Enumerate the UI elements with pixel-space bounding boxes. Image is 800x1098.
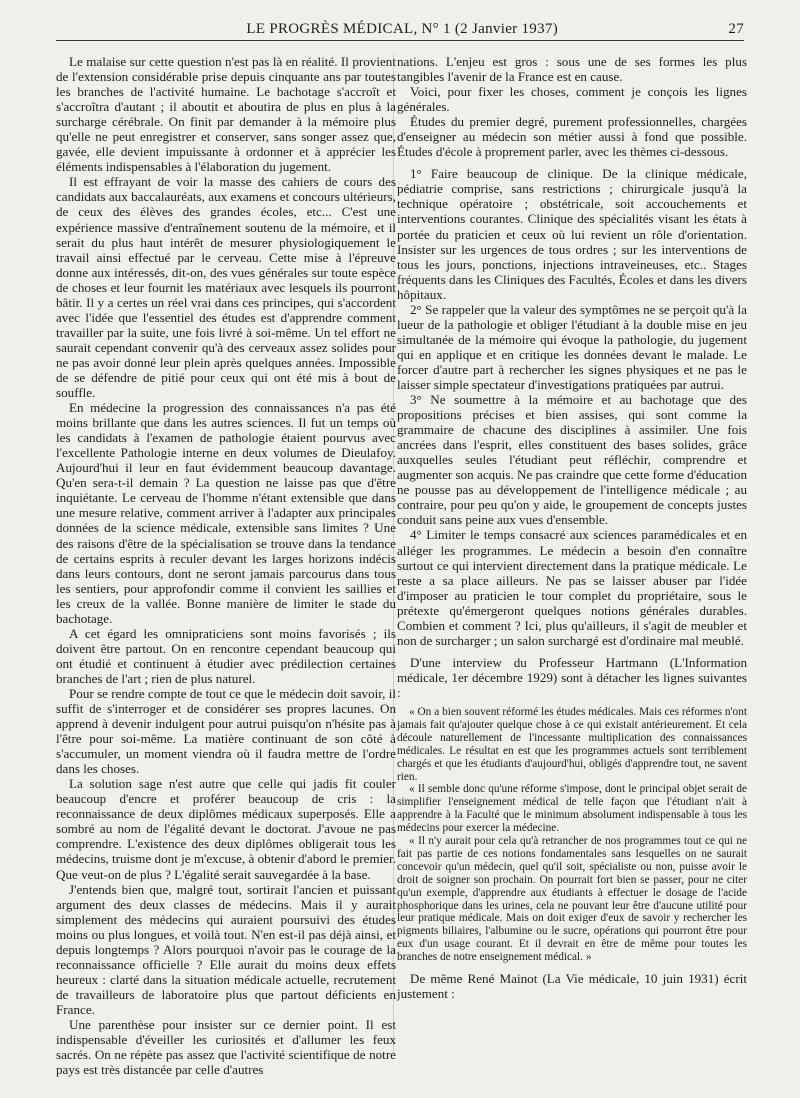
quote-paragraph: « On a bien souvent réformé les études médicales. Mais ces réformes n'ont jamais fait qu'ajouter quelque chose à ce qui existait antérieurement. Et cela découle naturellement de l'incessante multiplication des connaissances médicales. Le résultat en est que les programmes actuels sont terriblement chargés et que les étudiants d'aujourd'hui, obligés d'apprendre tout, ne savent rien. bbox=[397, 705, 747, 783]
paragraph: A cet égard les omnipraticiens sont moins favorisés ; ils doivent être partout. On en rencontre cependant beaucoup qui ont étudié et continuent à étudier avec prédilection certaines branches de l'art ; rien de plus naturel. bbox=[56, 625, 396, 686]
paragraph: 1° Faire beaucoup de clinique. De la clinique médicale, pédiatrie comprise, sans restrictions ; chirurgicale jusqu'à la technique opératoire ; obstétricale, soit accouchements et interventions courantes. Clinique des spécialités visant les états à portée du praticien et ceux où lui revient un rôle d'orientation. Insister sur les urgences de tous ordres ; sur les interventions de tous les jours, ponctions, injections intraveineuses, etc.. Stages fréquents dans les Cliniques des Facultés, Écoles et dans les divers hôpitaux. bbox=[397, 166, 747, 302]
page-number: 27 bbox=[728, 20, 744, 37]
quote-paragraph: « Il semble donc qu'une réforme s'impose, dont le principal objet serait de simplifier l'enseignement médical de telle façon que l'étudiant n'ait à apprendre à la Faculté que le minimum absolument indispensable à tous les médecins pour exercer la médecine. bbox=[397, 783, 747, 835]
paragraph: nations. L'enjeu est gros : sous une de ses formes les plus tangibles l'avenir de la France est en cause. bbox=[397, 54, 747, 85]
paragraph: 2° Se rappeler que la valeur des symptômes ne se perçoit qu'à la lueur de la pathologie et obliger l'étudiant à la double mise en jeu simultanée de la mémoire qui évoque la pathologie, du jugement qui en applique et en critique les données devant le malade. Le forcer d'autre part à rechercher les signes physiques et ne pas le laisser simple spectateur d'investigations pratiquées par autrui. bbox=[397, 301, 747, 392]
paragraph: De même René Mainot (La Vie médicale, 10 juin 1931) écrit justement : bbox=[397, 971, 747, 1002]
paragraph: Une parenthèse pour insister sur ce dernier point. Il est indispensable d'éveiller les curiosités et d'allumer les feux sacrés. On ne répète pas assez que l'activité scientifique de notre pays est très distancée par celle d'autres bbox=[56, 1017, 396, 1078]
paragraph: Études du premier degré, purement professionnelles, chargées d'enseigner au médecin son métier aussi à fond que possible. Études d'école à proprement parler, avec les thèmes ci-dessous. bbox=[397, 114, 747, 160]
quote-paragraph: « Il n'y aurait pour cela qu'à retrancher de nos programmes tout ce qui ne fait pas partie de ces notions fondamentales sans lesquelles on ne saurait concevoir qu'un médecin, quel qu'il soit, spécialiste ou non, puisse avoir le droit de soigner son prochain. On pourrait fort bien se passer, pour ne citer qu'un exemple, d'apprendre aux étudiants à effectuer le dosage de l'acide phosphorique dans les urines, cela ne pouvant leur être d'aucune utilité pour leur pratique médicale. Mais on doit exiger d'eux de savoir y rechercher les pigments biliaires, l'albumine ou le sucre, opérations qui pourront être pour eux d'un usage courant. Et il devrait en être de même pour toutes les branches de notre enseignement médical. » bbox=[397, 835, 747, 964]
paragraph: Il est effrayant de voir la masse des cahiers de cours des candidats aux baccalauréats, aux examens et concours ultérieurs, de ceux des élèves des grandes écoles, etc... C'est une expérience massive d'entraînement soutenu de la mémoire, et il serait du plus haut intérêt de mesurer physiologiquement le travail ainsi effectué par le cerveau. Cette mise à l'épreuve donne aux intéressés, dit-on, des vues générales sur toute espèce de choses et leur fournit les matériaux avec lesquels ils pourront bâtir. Il y a certes un réel vrai dans ces principes, qui s'accordent avec l'idée que l'essentiel des études est d'apprendre comment travailler par la suite, une fois livré à soi-même. Un tel effort ne saurait cependant convenir qu'à des cerveaux assez solides pour ne pas avoir donné leur plein après quelques années. Impossible de se défendre de pitié pour ceux qui ont été mis à bout de souffle. bbox=[56, 174, 396, 401]
journal-title: LE PROGRÈS MÉDICAL, N° 1 (2 Janvier 1937) bbox=[246, 20, 558, 37]
paragraph: 3° Ne soumettre à la mémoire et au bachotage que des propositions précises et bien assises, qui sont comme la grammaire de chacune des disciplines à assimiler. Une fois ancrées dans l'esprit, elles constituent des bases solides, grâce auxquelles seules l'étudiant peut réfléchir, comprendre et augmenter son acquis. Ne pas craindre que cette forme d'éducation ne pousse pas au développement de l'intelligence médicale ; au contraire, pour peu qu'on y aide, le groupement de concepts justes conduit sans peine aux vues d'ensemble. bbox=[397, 392, 747, 528]
block-quote bbox=[397, 706, 747, 964]
paragraph: Le malaise sur cette question n'est pas là en réalité. Il provient de l'extension considérable prise depuis cinquante ans par toutes les branches de l'activité humaine. Le bachotage s'accroît et s'accroîtra d'autant ; il aboutit et aboutira de plus en plus à la surcharge cérébrale. On finit par demander à la mémoire plus qu'elle ne peut enregistrer et conserver, sans songer assez que, gavée, elle devient impuissante à ordonner et à apprécier les éléments indispensables à l'élaboration du jugement. bbox=[56, 54, 396, 175]
paragraph: J'entends bien que, malgré tout, sortirait l'ancien et puissant argument des deux classes de médecins. Mais il y aurait simplement des médecins qui auraient poursuivi des études moins ou plus longues, et voilà tout. N'en est-il pas déjà ainsi, et depuis longtemps ? Alors pourquoi n'avoir pas le courage de la reconnaissance officielle ? Elle aurait du moins deux effets heureux : clarté dans la situation médicale actuelle, recrutement de travailleurs de laboratoire plus que partout déficients en France. bbox=[56, 881, 396, 1017]
left-column bbox=[56, 54, 396, 1077]
running-header bbox=[56, 18, 744, 41]
right-column bbox=[397, 54, 747, 1001]
paragraph: En médecine la progression des connaissances n'a pas été moins brillante que dans les autres sciences. Il fut un temps où les candidats à l'examen de pathologie étaient pourvus avec l'excellente Pathologie interne en deux volumes de Dieulafoy. Aujourd'hui il leur en faut évidemment beaucoup davantage. Qu'en sera-t-il demain ? La question ne laisse pas que d'être inquiétante. Le cerveau de l'homme n'étant extensible que dans une mesure relative, comment arriver à l'adapter aux principales données de la science médicale, extensible sans limites ? Une des raisons d'être de la spécialisation se trouve dans la tendance de certains esprits à reculer devant les larges horizons indécis dans leurs contours, dont ne seront jamais parcourus dans tous les sentiers, pour approfondir comme il convient les saillies et les creux de la vallée. Bonne manière de limiter le stade du bachotage. bbox=[56, 400, 396, 626]
paragraph: Voici, pour fixer les choses, comment je conçois les lignes générales. bbox=[397, 84, 747, 115]
paragraph: D'une interview du Professeur Hartmann (L'Information médicale, 1er décembre 1929) sont à détacher les lignes suivantes : bbox=[397, 654, 747, 700]
paragraph: 4° Limiter le temps consacré aux sciences paramédicales et en alléger les programmes. Le médecin a besoin d'en connaître surtout ce qui intervient directement dans la pratique médicale. Le reste a sa place ailleurs. Ne pas se laisser abuser par l'idée d'imposer au praticien le tour complet du propriétaire, sous le prétexte qu'émergeront quelques notions générales durables. Combien et comment ? Ici, plus qu'ailleurs, il s'agit de meubler et non de surcharger ; un salon surchargé est d'ordinaire mal meublé. bbox=[397, 527, 747, 648]
paragraph: La solution sage n'est autre que celle qui jadis fit couler beaucoup d'encre et proférer beaucoup de cris : la reconnaissance de deux diplômes médicaux superposés. Elle a sombré au nom de l'égalité devant le doctorat. J'avoue ne pas comprendre. L'existence des deux diplômes obligerait tous les médecins, truisme dont je m'excuse, à obtenir d'abord le premier. Que veut-on de plus ? L'égalité serait sauvegardée à la base. bbox=[56, 776, 396, 882]
paragraph: Pour se rendre compte de tout ce que le médecin doit savoir, il suffit de s'interroger et de considérer ses propres lacunes. On apprend à devenir indulgent pour autrui puisqu'on n'hésite pas à l'être pour soi-même. La matière continuant de son côté à s'accumuler, un moment viendra où il faudra mettre de l'ordre dans les choses. bbox=[56, 685, 396, 777]
